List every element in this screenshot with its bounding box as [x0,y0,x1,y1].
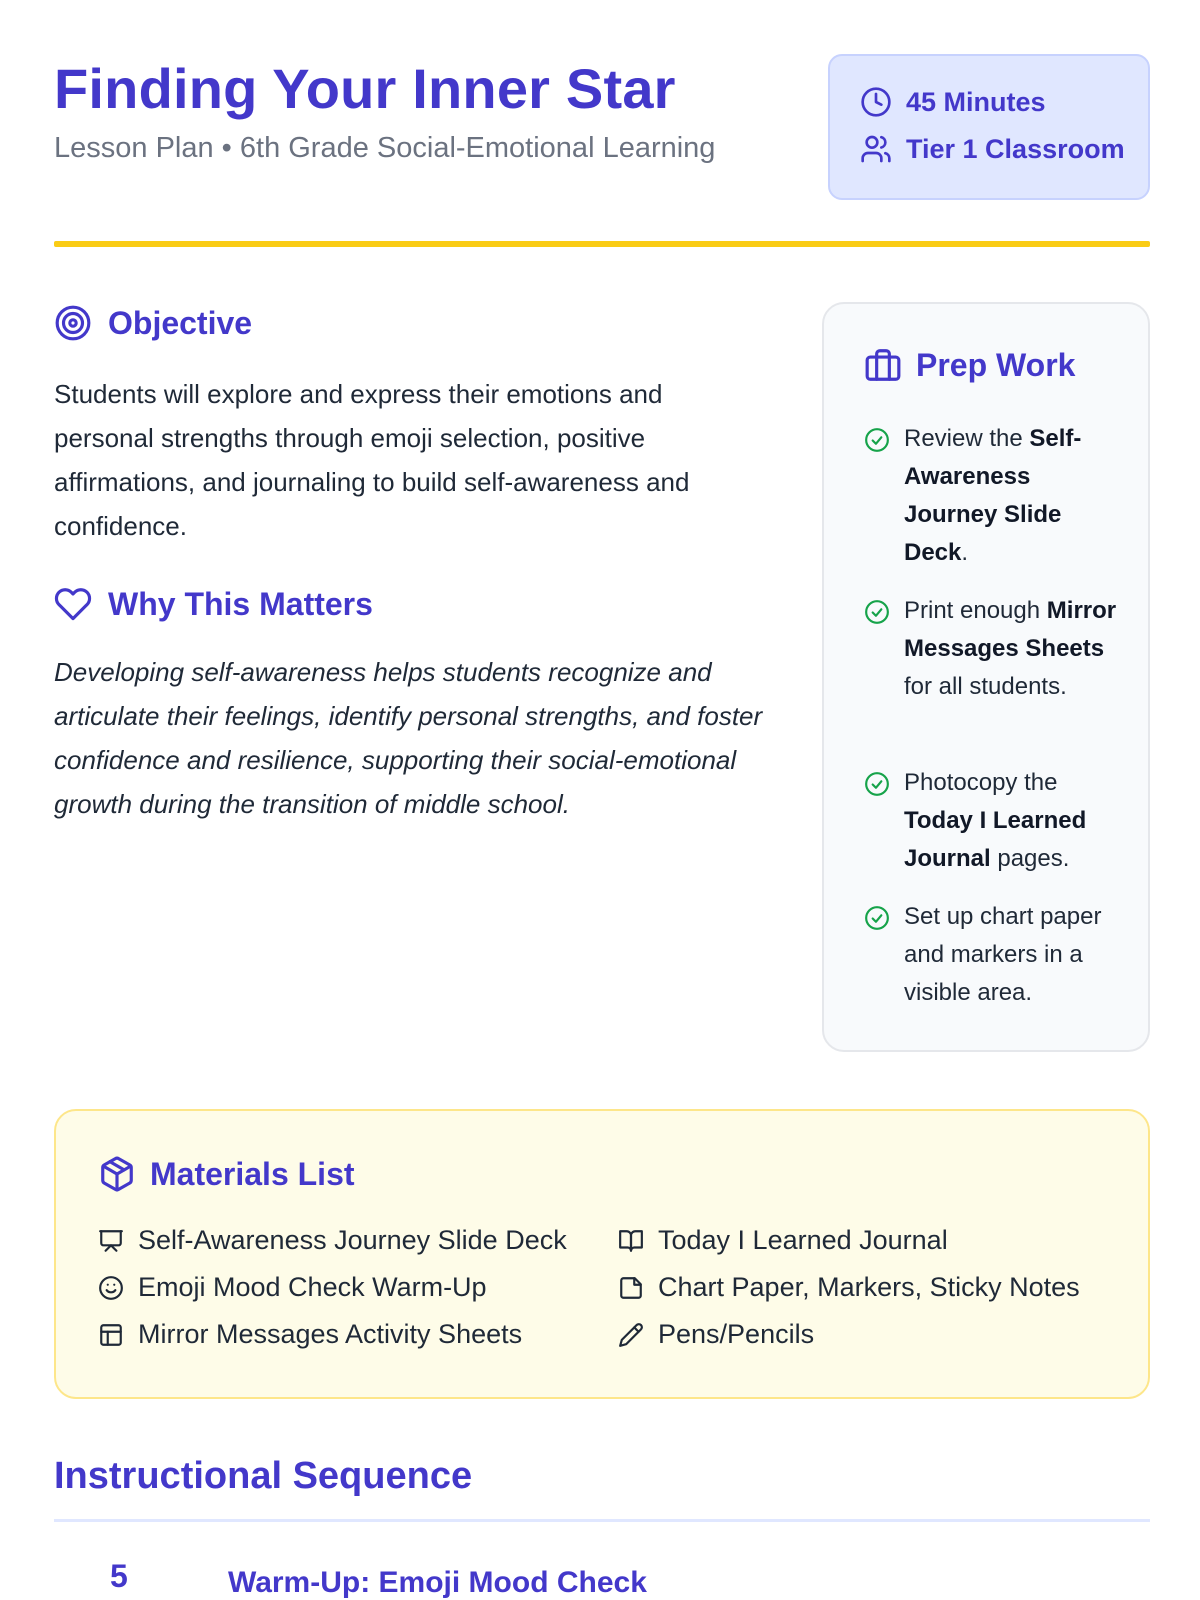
duration-label: 45 Minutes [906,86,1046,117]
users-icon [860,133,892,165]
why-heading [54,585,373,623]
material-item: Emoji Mood Check Warm-Up [98,1272,487,1303]
tier-row [860,133,1125,165]
prep-item-text: Set up chart paper and markers in a visible area. [904,903,1102,1006]
target-icon [54,304,92,342]
prep-item [864,420,1124,572]
prep-item [864,898,1124,1012]
header-divider [54,241,1150,247]
book-open-icon [618,1228,644,1254]
why-heading-label: Why This Matters [108,585,373,622]
prep-item-text: Photocopy the Today I Learned Journal pages. [904,769,1087,872]
prep-heading-label: Prep Work [916,346,1076,383]
material-item: Pens/Pencils [618,1319,814,1350]
material-item: Today I Learned Journal [618,1225,948,1256]
prep-heading [864,346,1075,384]
objective-text: Students will explore and express their emotions and personal strengths through emoji selection, positive affirmations, and journaling to build self-awareness and confidence. [54,379,690,541]
pencil-icon [618,1322,644,1348]
sequence-heading: Instructional Sequence [54,1455,473,1497]
heart-icon [54,585,92,623]
package-icon [98,1155,136,1193]
prep-work-card [822,302,1150,1052]
presentation-icon [98,1228,124,1254]
material-item: Self-Awareness Journey Slide Deck [98,1225,567,1256]
sticky-note-icon [618,1275,644,1301]
why-text: Developing self-awareness helps students recognize and articulate their feelings, identify personal strengths, and foster confidence and resilience, supporting their social-emotional growth during the transition of middle school. [54,657,763,819]
tier-label: Tier 1 Classroom [906,133,1125,164]
layout-icon [98,1322,124,1348]
check-circle-icon [864,771,890,797]
check-circle-icon [864,905,890,931]
step-title: Warm-Up: Emoji Mood Check [228,1566,647,1599]
materials-heading [98,1155,355,1193]
objective-heading [54,304,252,342]
lesson-header [54,52,1150,202]
materials-heading-label: Materials List [150,1155,355,1192]
check-circle-icon [864,427,890,453]
clock-icon [860,86,892,118]
smile-icon [98,1275,124,1301]
prep-item-text: Review the Self-Awareness Journey Slide Deck. [904,425,1082,566]
step-minutes: 5 [110,1558,128,1594]
prep-item [864,592,1124,706]
materials-card [54,1109,1150,1399]
page-subtitle: Lesson Plan • 6th Grade Social-Emotional Learning [54,132,716,164]
material-item: Chart Paper, Markers, Sticky Notes [618,1272,1080,1303]
prep-item-text: Print enough Mirror Messages Sheets for all students. [904,597,1117,700]
page-title: Finding Your Inner Star [54,57,676,120]
sequence-divider [54,1519,1150,1522]
prep-item [864,764,1124,878]
lesson-meta-card [828,54,1150,200]
briefcase-icon [864,346,902,384]
material-item: Mirror Messages Activity Sheets [98,1319,522,1350]
objective-heading-label: Objective [108,304,253,341]
check-circle-icon [864,599,890,625]
duration-row [860,86,1046,118]
